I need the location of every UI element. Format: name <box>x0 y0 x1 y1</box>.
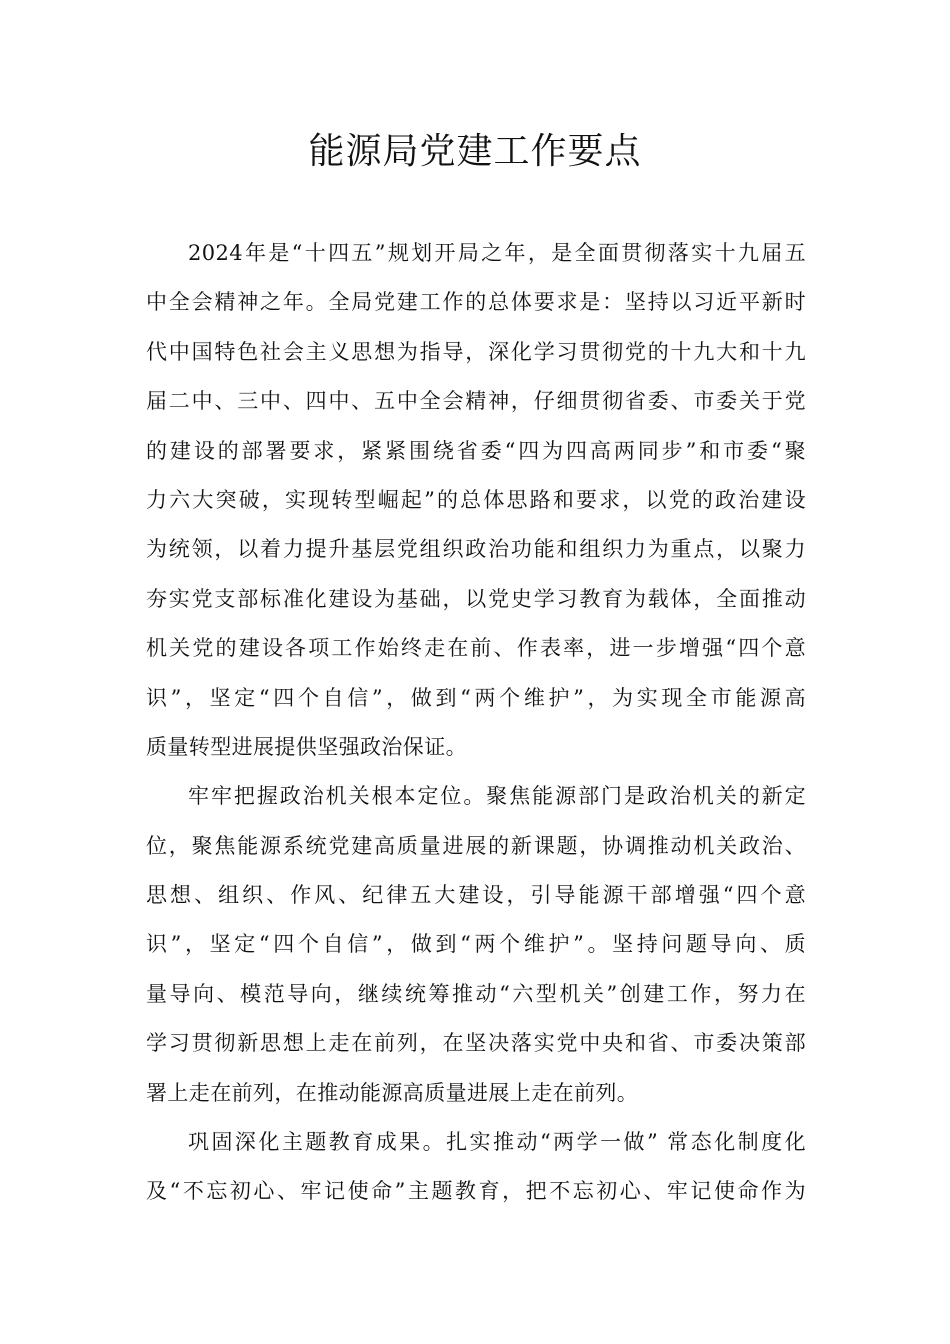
paragraph-line: 思想、组织、作风、纪律五大建设，引导能源干部增强“四个意 <box>146 883 806 908</box>
paragraph-line: 力六大突破，实现转型崛起”的总体思路和要求，以党的政治建设 <box>146 487 806 512</box>
document-body <box>146 229 806 1217</box>
paragraph-line: 的建设的部署要求，紧紧围绕省委“四为四高两同步”和市委“聚 <box>146 438 806 463</box>
paragraph-line: 夯实党支部标准化建设为基础，以党史学习教育为载体，全面推动 <box>146 586 806 611</box>
paragraph-line: 及“不忘初心、牢记使命”主题教育，把不忘初心、牢记使命作为 <box>146 1179 806 1204</box>
paragraph-line: 牢牢把握政治机关根本定位。聚焦能源部门是政治机关的新定 <box>188 784 806 809</box>
paragraph-line: 位，聚焦能源系统党建高质量进展的新课题，协调推动机关政治、 <box>146 833 806 858</box>
paragraph-line: 学习贯彻新思想上走在前列，在坚决落实党中央和省、市委决策部 <box>146 1031 806 1056</box>
paragraph-line: 识”，坚定“四个自信”，做到“两个维护”。坚持问题导向、质 <box>146 932 806 957</box>
paragraph-line: 量导向、模范导向，继续统筹推动“六型机关”创建工作，努力在 <box>146 981 806 1006</box>
paragraph-line: 代中国特色社会主义思想为指导，深化学习贯彻党的十九大和十九 <box>146 339 806 364</box>
paragraph-line: 中全会精神之年。全局党建工作的总体要求是：坚持以习近平新时 <box>146 290 806 315</box>
paragraph-line: 机关党的建设各项工作始终走在前、作表率，进一步增强“四个意 <box>146 636 806 661</box>
document-title: 能源局党建工作要点 <box>308 131 642 172</box>
paragraph-line: 2024年是“十四五”规划开局之年，是全面贯彻落实十九届五 <box>188 241 806 265</box>
paragraph-line: 识”，坚定“四个自信”，做到“两个维护”，为实现全市能源高 <box>146 685 806 710</box>
paragraph-line: 为统领，以着力提升基层党组织政治功能和组织力为重点，以聚力 <box>146 537 806 562</box>
paragraph-line: 署上走在前列，在推动能源高质量进展上走在前列。 <box>146 1080 639 1105</box>
paragraph-line: 届二中、三中、四中、五中全会精神，仔细贯彻省委、市委关于党 <box>146 389 806 414</box>
paragraph-line: 巩固深化主题教育成果。扎实推动“两学一做” 常态化制度化 <box>188 1130 806 1155</box>
paragraph-line: 质量转型进展提供坚强政治保证。 <box>146 734 467 759</box>
